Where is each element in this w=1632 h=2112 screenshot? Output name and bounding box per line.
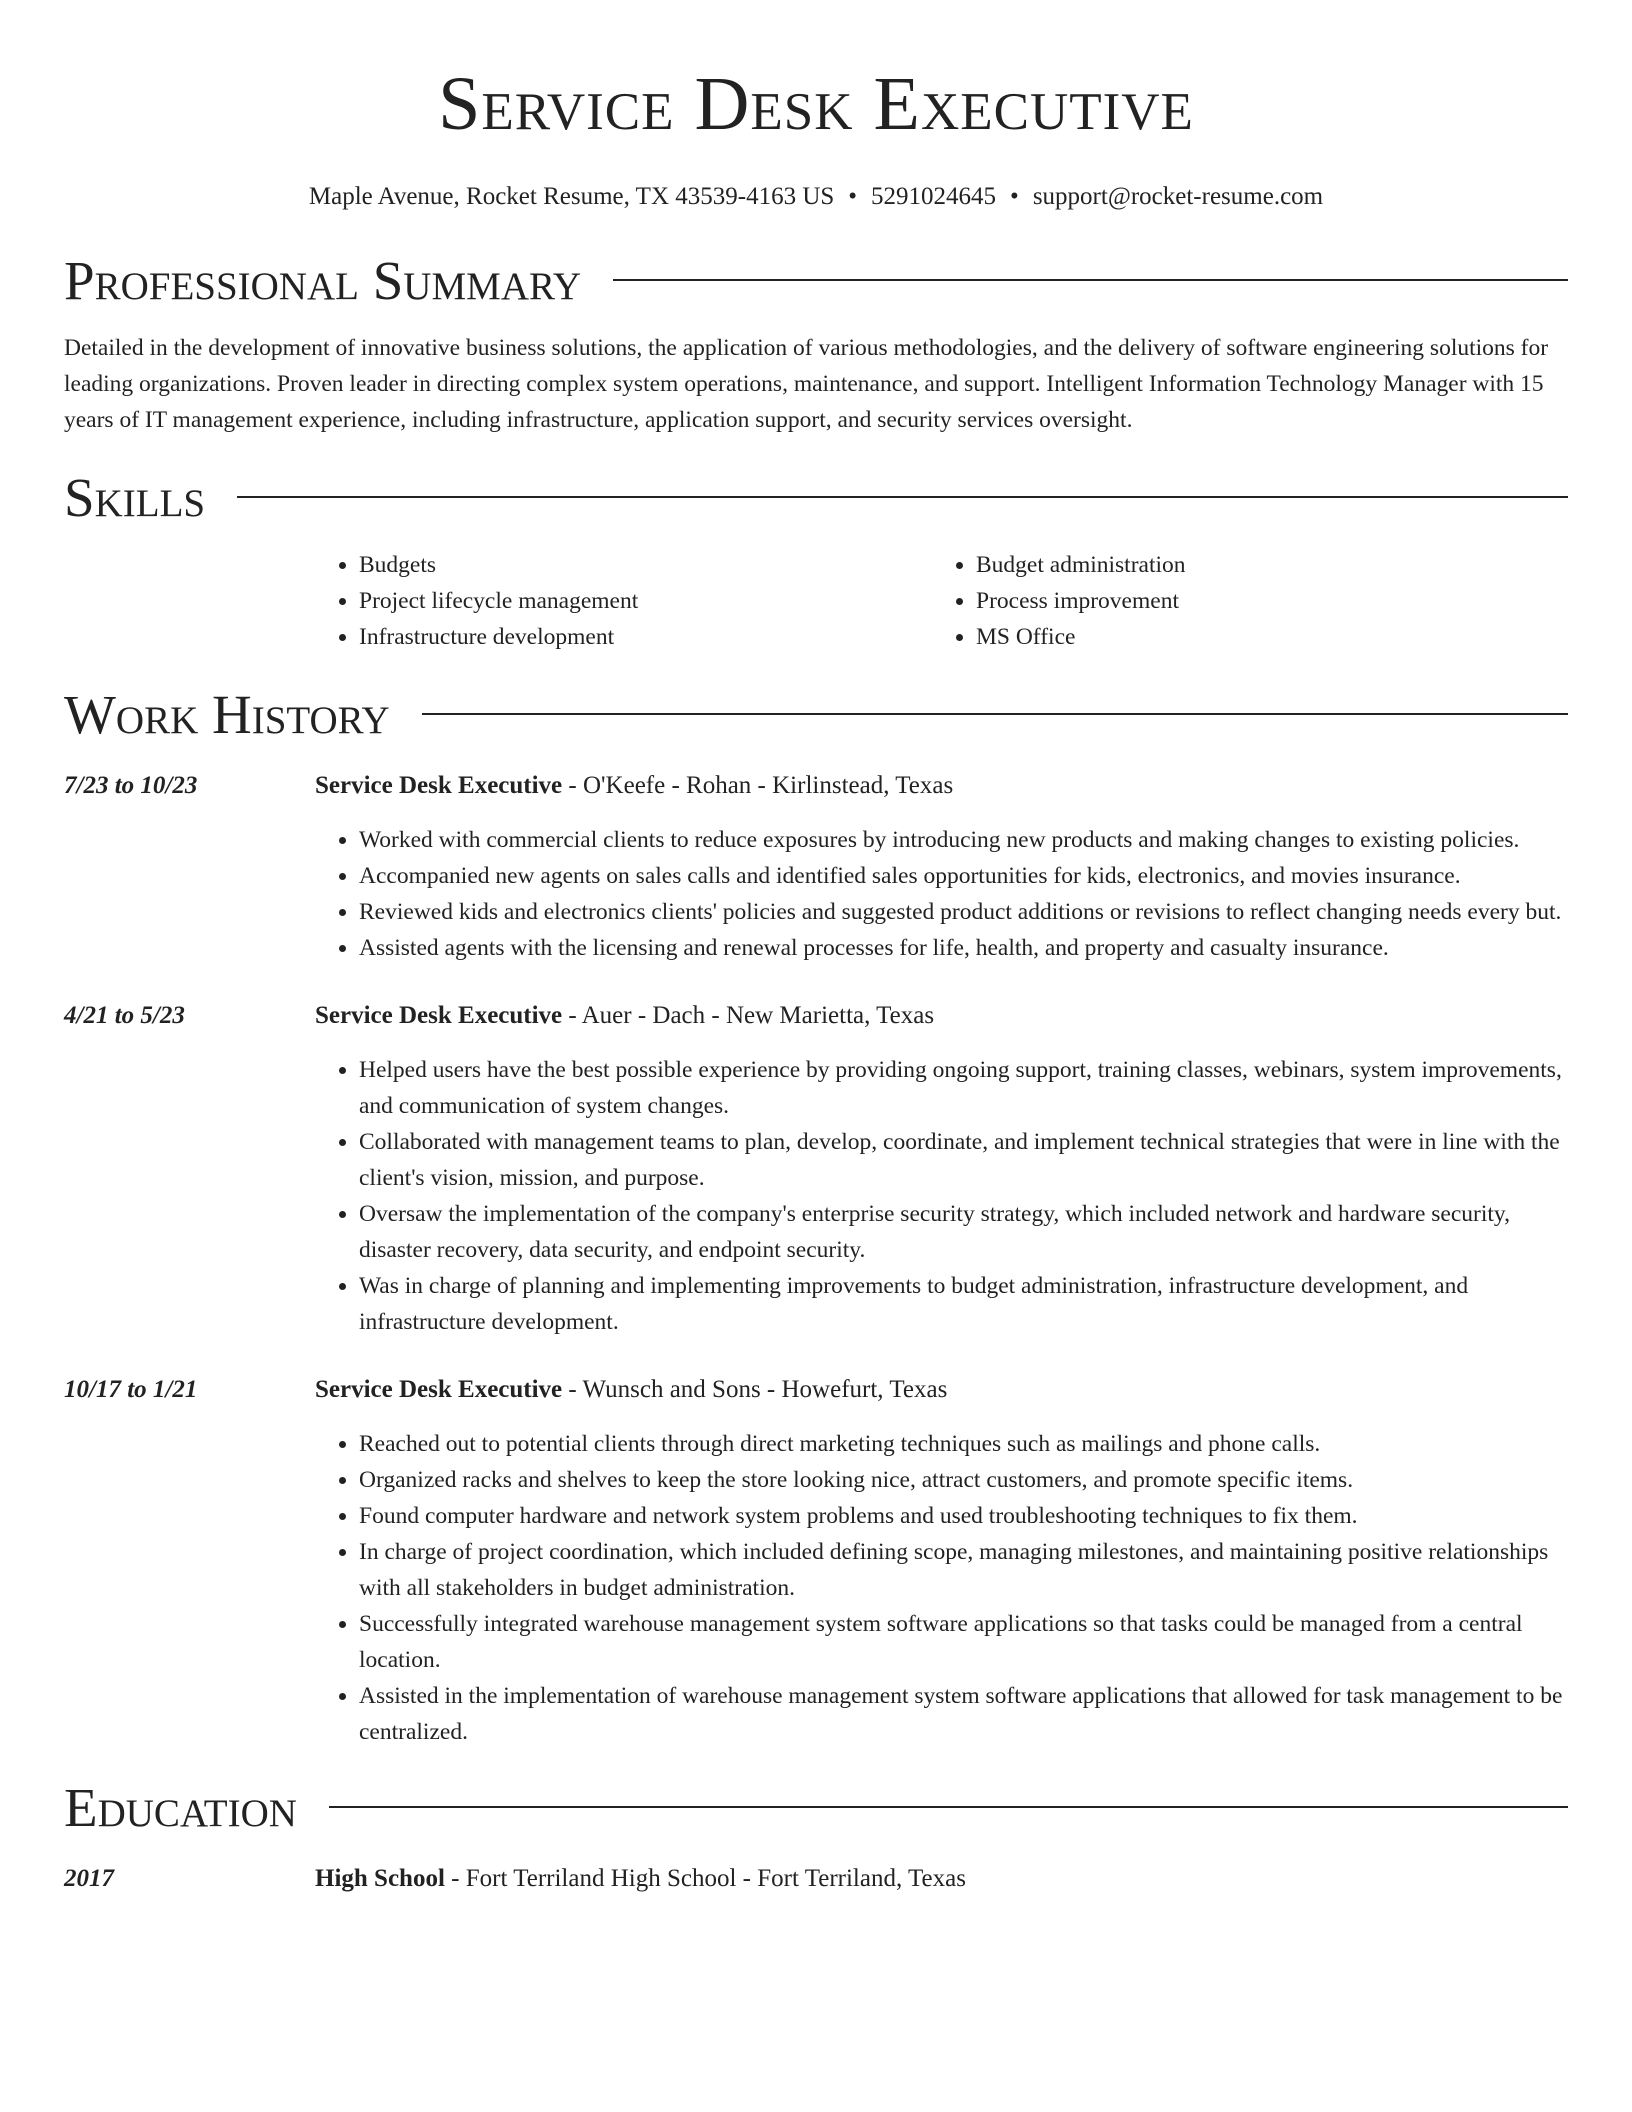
job-bullet: • Accompanied new agents on sales calls and identified sales opportunities for kids, electronics, and movies insurance.: [359, 858, 1568, 894]
job-bullet: • Successfully integrated warehouse management system software applications so that tasks could be managed from a central location.: [359, 1606, 1568, 1678]
summary-section: [64, 250, 1568, 438]
job-employer: - O'Keefe - Rohan - Kirlinstead, Texas: [562, 772, 954, 799]
section-heading: [64, 250, 1568, 311]
job-bullet: • Assisted in the implementation of warehouse management system software applications that allowed for task management to be centralized.: [359, 1678, 1568, 1750]
skill-item: • MS Office: [976, 619, 1549, 655]
section-heading: [64, 684, 1568, 745]
section-heading: [64, 1777, 1568, 1838]
skills-section: [64, 467, 1568, 655]
job-body: [315, 998, 1568, 1340]
job-employer: - Wunsch and Sons - Howefurt, Texas: [562, 1376, 948, 1403]
address: Maple Avenue, Rocket Resume, TX 43539-4163 US: [308, 183, 835, 210]
skill-item: • Project lifecycle management: [359, 583, 932, 619]
job-bullet: • Assisted agents with the licensing and renewal processes for life, health, and property and casualty insurance.: [359, 930, 1568, 966]
job-entry: [64, 998, 1568, 1340]
job-entry: [64, 768, 1568, 966]
job-title-line: [315, 998, 1568, 1034]
job-title-line: [315, 768, 1568, 804]
skill-item: • Budgets: [359, 547, 932, 583]
work-history-section: [64, 684, 1568, 1750]
section-title-skills: Skills: [64, 467, 206, 528]
education-school: - Fort Terriland High School - Fort Terriland, Texas: [444, 1865, 966, 1892]
job-bullet: • Was in charge of planning and implementing improvements to budget administration, infrastructure development, and infrastructure development.: [359, 1268, 1568, 1340]
skill-item: • Infrastructure development: [359, 619, 932, 655]
section-divider: [613, 279, 1568, 281]
education-body: [315, 1861, 1568, 1897]
job-bullet: • Worked with commercial clients to reduce exposures by introducing new products and making changes to existing policies.: [359, 822, 1568, 858]
education-section: [64, 1777, 1568, 1897]
education-entry: [64, 1861, 1568, 1897]
job-position: Service Desk Executive: [315, 1002, 563, 1029]
job-dates: 10/17 to 1/21: [64, 1376, 198, 1403]
contact-line: [64, 184, 1568, 209]
phone: 5291024645: [871, 183, 997, 210]
section-heading: [64, 467, 1568, 528]
section-title-work-history: Work History: [64, 684, 390, 745]
section-divider: [329, 1806, 1568, 1808]
job-position: Service Desk Executive: [315, 772, 563, 799]
job-dates: 7/23 to 10/23: [64, 772, 198, 799]
job-bullet: • Reviewed kids and electronics clients' policies and suggested product additions or revisions to reflect changing needs every but.: [359, 894, 1568, 930]
candidate-name: Service Desk Executive: [438, 62, 1194, 146]
section-divider: [422, 713, 1568, 715]
job-bullets: [315, 1052, 1568, 1340]
skills-column-right: [932, 547, 1549, 655]
skill-item: • Process improvement: [976, 583, 1549, 619]
job-body: [315, 1372, 1568, 1750]
separator: •: [1010, 183, 1019, 210]
job-title-line: [315, 1372, 1568, 1408]
job-bullet: • Collaborated with management teams to plan, develop, coordinate, and implement technical strategies that were in line with the client's vision, mission, and purpose.: [359, 1124, 1568, 1196]
job-bullet: • Organized racks and shelves to keep the store looking nice, attract customers, and promote specific items.: [359, 1462, 1568, 1498]
section-title-education: Education: [64, 1777, 297, 1838]
job-position: Service Desk Executive: [315, 1376, 563, 1403]
email-link[interactable]: support@rocket-resume.com: [1032, 183, 1324, 210]
job-employer: - Auer - Dach - New Marietta, Texas: [562, 1002, 935, 1029]
job-dates: 4/21 to 5/23: [64, 1002, 185, 1029]
separator: •: [848, 183, 858, 210]
section-title-summary: Professional Summary: [64, 250, 582, 311]
job-bullet: • Reached out to potential clients through direct marketing techniques such as mailings and phone calls.: [359, 1426, 1568, 1462]
job-entry: [64, 1372, 1568, 1750]
job-bullet: • Helped users have the best possible experience by providing ongoing support, training classes, webinars, system improvements, and communication of system changes.: [359, 1052, 1568, 1124]
education-degree: High School: [315, 1865, 445, 1892]
education-year: 2017: [64, 1865, 114, 1892]
summary-text: Detailed in the development of innovative business solutions, the application of various methodologies, and the delivery of software engineering solutions for leading organizations. Proven leader in directing complex system operations, maintenance, and support. Intelligent Information Technology Manager with 15 years of IT management experience, including infrastructure, application support, and security services oversight.: [64, 335, 1549, 433]
job-bullet: • Found computer hardware and network system problems and used troubleshooting techniques to fix them.: [359, 1498, 1568, 1534]
skills-column-left: [315, 547, 932, 655]
job-bullets: [315, 822, 1568, 966]
skills-list: [315, 547, 1568, 655]
education-line: [315, 1861, 1568, 1897]
job-body: [315, 768, 1568, 966]
section-divider: [237, 496, 1568, 498]
job-bullet: • Oversaw the implementation of the company's enterprise security strategy, which included network and hardware security, disaster recovery, data security, and endpoint security.: [359, 1196, 1568, 1268]
skill-item: • Budget administration: [976, 547, 1549, 583]
job-bullets: [315, 1426, 1568, 1750]
job-bullet: • In charge of project coordination, which included defining scope, managing milestones, and maintaining positive relationships with all stakeholders in budget administration.: [359, 1534, 1568, 1606]
